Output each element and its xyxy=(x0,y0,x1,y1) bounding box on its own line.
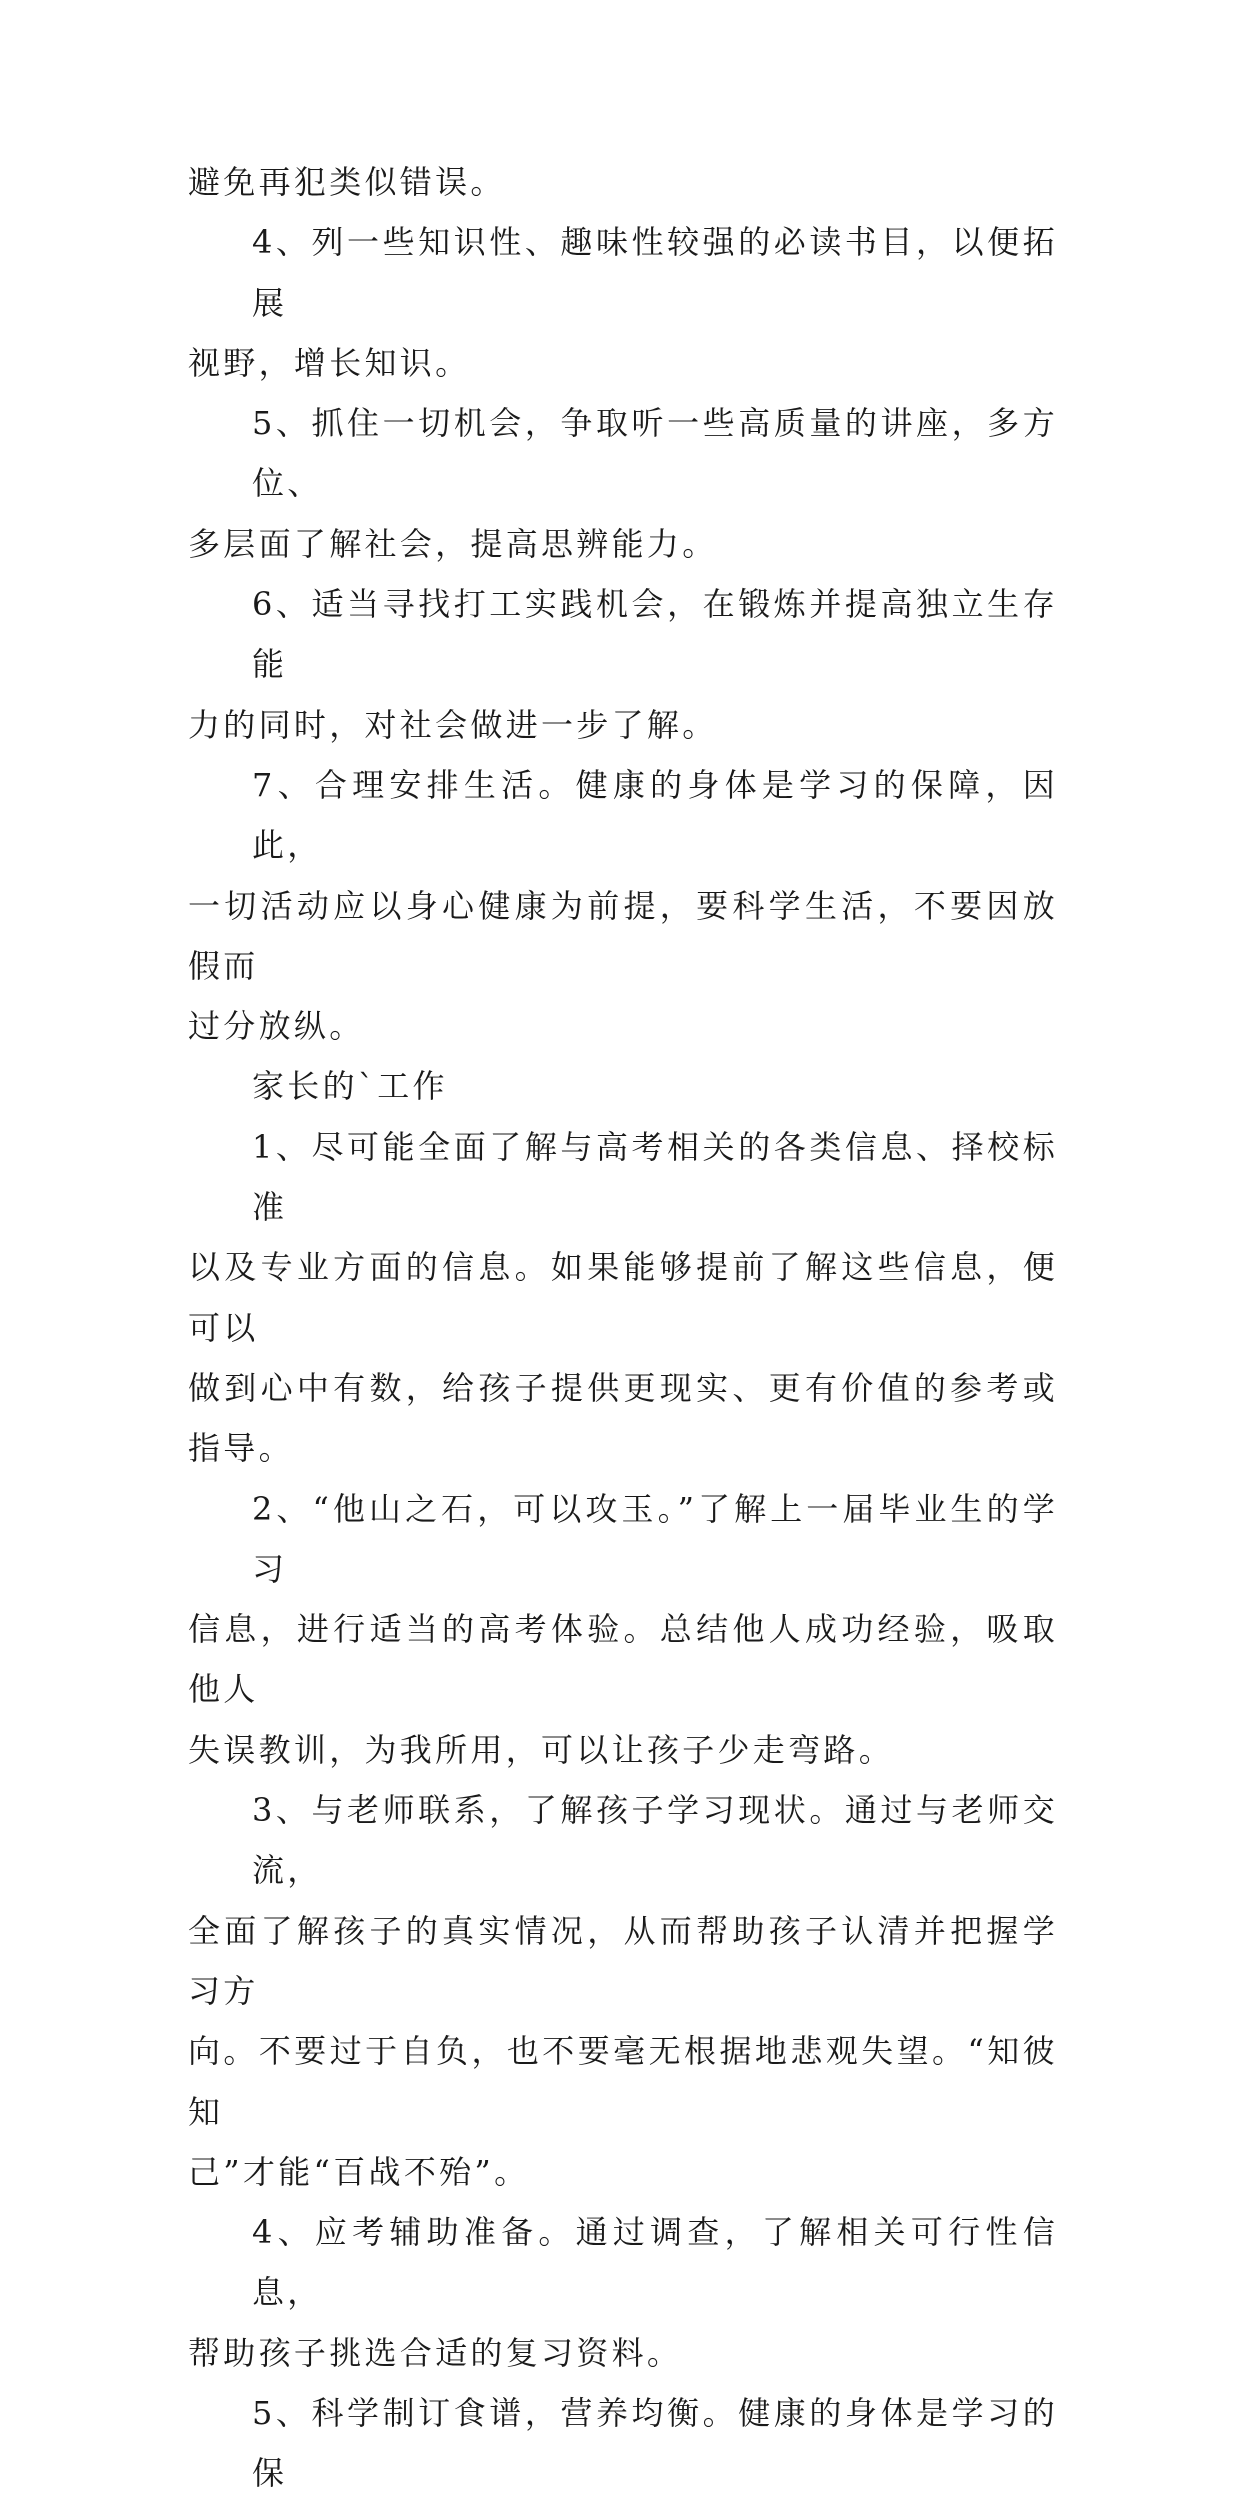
paragraph xyxy=(188,574,1058,755)
paragraph xyxy=(188,1117,1058,1479)
text-line: 己”才能“百战不殆”。 xyxy=(188,2152,530,2191)
text-line: 7、合理安排生活。健康的身体是学习的保障，因此， xyxy=(252,765,1058,865)
text-line: 失误教训，为我所用，可以让孩子少走弯路。 xyxy=(188,1730,895,1769)
paragraph xyxy=(188,2202,1058,2383)
text-line: 一切活动应以身心健康为前提，要科学生活，不要因放假而 xyxy=(188,886,1058,985)
text-line: 5、科学制订食谱，营养均衡。健康的身体是学习的保 xyxy=(252,2393,1058,2493)
text-line: 1、尽可能全面了解与高考相关的各类信息、择校标准 xyxy=(252,1127,1058,1227)
text-line: 2、“他山之石，可以攻玉。”了解上一届毕业生的学习 xyxy=(252,1489,1058,1588)
text-line: 全面了解孩子的真实情况，从而帮助孩子认清并把握学习方 xyxy=(188,1911,1058,2010)
paragraph xyxy=(188,1780,1058,2202)
text-line: 4、列一些知识性、趣味性较强的必读书目，以便拓展 xyxy=(252,223,1058,322)
paragraph xyxy=(188,2383,1058,2504)
text-line: 避免再犯类似错误。 xyxy=(188,163,506,201)
paragraph xyxy=(188,1479,1058,1780)
text-line: 6、适当寻找打工实践机会，在锻炼并提高独立生存能 xyxy=(252,585,1058,684)
section-heading xyxy=(188,1056,1058,1116)
text-line: 多层面了解社会，提高思辨能力。 xyxy=(188,524,718,563)
text-line: 4、应考辅助准备。通过调查，了解相关可行性信息， xyxy=(252,2213,1058,2312)
text-line: 3、与老师联系，了解孩子学习现状。通过与老师交流， xyxy=(252,1791,1058,1890)
paragraph xyxy=(188,755,1058,1056)
text-line: 家长的`工作 xyxy=(252,1067,448,1106)
text-line: 5、抓住一切机会，争取听一些高质量的讲座，多方位、 xyxy=(252,404,1058,503)
text-line: 力的同时，对社会做进一步了解。 xyxy=(188,705,718,744)
text-line: 帮助孩子挑选合适的复习资料。 xyxy=(188,2333,683,2372)
text-line: 做到心中有数，给孩子提供更现实、更有价值的参考或指导。 xyxy=(188,1368,1058,1468)
text-line: 信息，进行适当的高考体验。总结他人成功经验，吸取他人 xyxy=(188,1610,1058,1709)
text-line: 以及专业方面的信息。如果能够提前了解这些信息，便可以 xyxy=(188,1248,1058,1347)
body-text xyxy=(188,152,1058,2504)
paragraph xyxy=(188,393,1058,574)
text-line: 视野，增长知识。 xyxy=(188,343,471,382)
paragraph xyxy=(188,152,1058,212)
text-line: 过分放纵。 xyxy=(188,1007,365,1046)
paragraph xyxy=(188,212,1058,393)
text-line: 向。不要过于自负，也不要毫无根据地悲观失望。“知彼知 xyxy=(188,2032,1058,2131)
